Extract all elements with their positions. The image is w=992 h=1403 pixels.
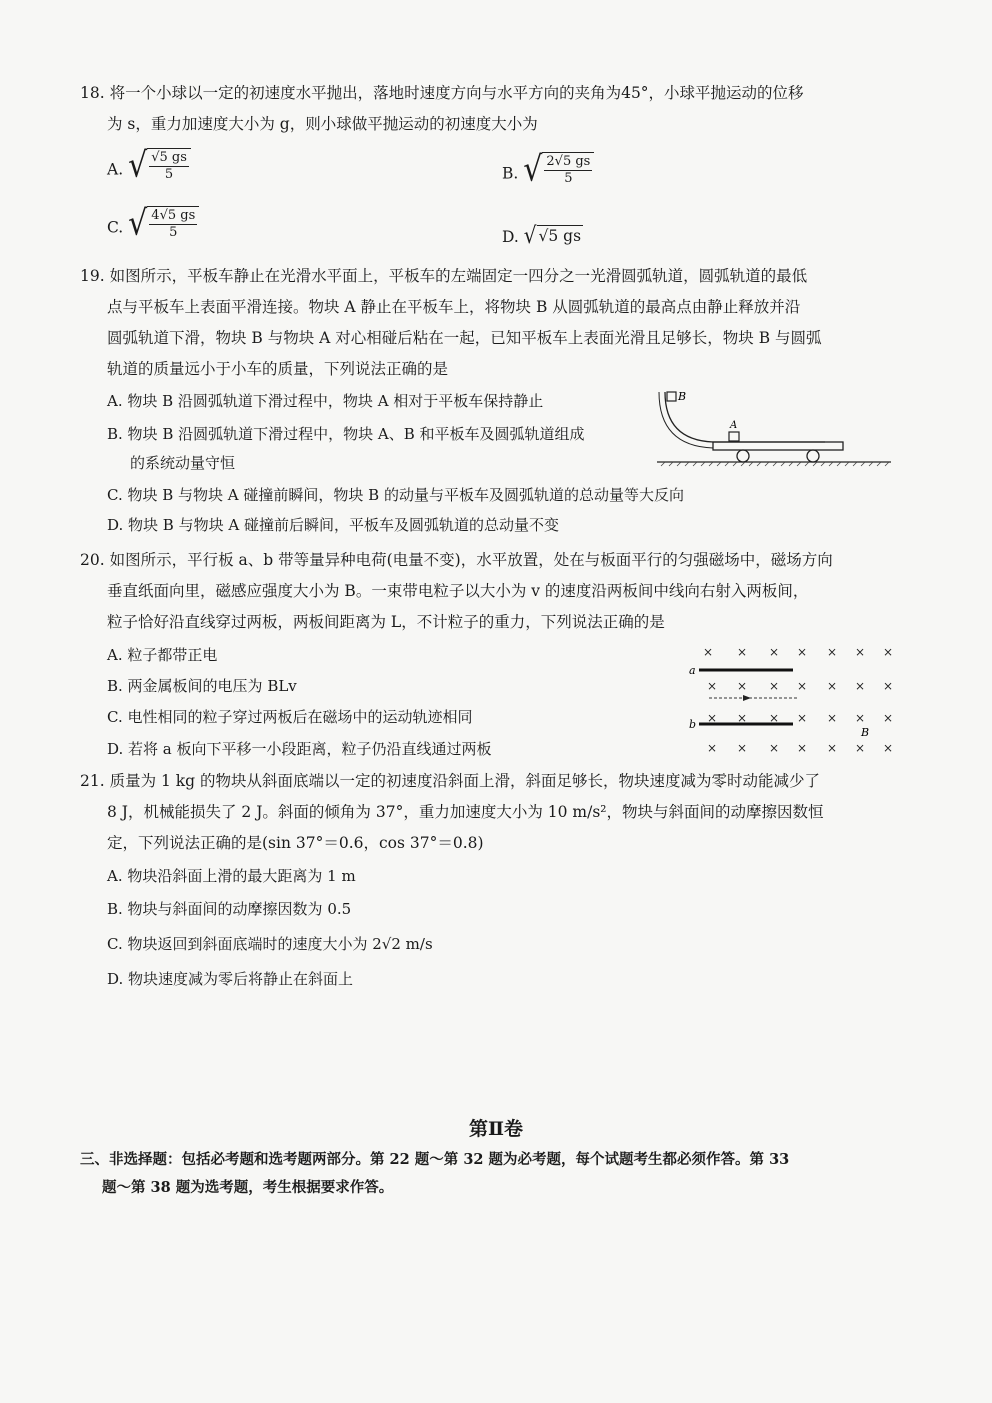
q18-b-numerator: 2√5 gs — [546, 154, 591, 169]
q19-option-b: B. 物块 B 沿圆弧轨道下滑过程中，物块 A、B 和平板车及圆弧轨道组成 — [107, 425, 585, 443]
q19-stem-line2: 点与平板车上表面平滑连接。物块 A 静止在平板车上，将物块 B 从圆弧轨道的最高点由静止释放并沿 — [107, 298, 801, 316]
q18-option-d: D. √ √5 gs — [502, 221, 582, 249]
q21-option-c: C. 物块返回到斜面底端时的速度大小为 2√2 m/s — [107, 935, 433, 953]
question-21 — [80, 766, 900, 859]
q18-option-c: C. √ $\frac{4√5 gs}{5}$ — [107, 206, 199, 241]
q21-option-d: D. 物块速度减为零后将静止在斜面上 — [107, 970, 354, 988]
question-18 — [80, 78, 900, 140]
svg-text:×: × — [737, 645, 748, 659]
svg-text:×: × — [855, 741, 866, 755]
svg-text:×: × — [855, 711, 866, 725]
svg-text:×: × — [797, 679, 808, 693]
svg-text:×: × — [797, 741, 808, 755]
svg-text:×: × — [737, 711, 748, 725]
q21-option-a: A. 物块沿斜面上滑的最大距离为 1 m — [107, 867, 356, 885]
q21-stem-line2: 8 J，机械能损失了 2 J。斜面的倾角为 37°，重力加速度大小为 10 m/s²，物块与斜面间的动摩擦因数恒 — [107, 803, 824, 821]
q20-option-c: C. 电性相同的粒子穿过两板后在磁场中的运动轨迹相同 — [107, 708, 473, 726]
q19-stem-line1: 19. 如图所示，平板车静止在光滑水平面上，平板车的左端固定一四分之一光滑圆弧轨道，圆弧轨道的最低 — [80, 267, 808, 285]
q20-option-b: B. 两金属板间的电压为 BLv — [107, 677, 297, 695]
q18-c-denominator: 5 — [169, 225, 178, 240]
svg-text:×: × — [883, 711, 894, 725]
svg-text:×: × — [827, 711, 838, 725]
question-19 — [80, 261, 900, 385]
block-b — [667, 392, 676, 401]
section-3-line1: 三、非选择题：包括必考题和选考题两部分。第 22 题～第 32 题为必考题，每个试题考生都必须作答。第 33 — [80, 1151, 790, 1168]
svg-text:×: × — [737, 679, 748, 693]
arc-track — [665, 392, 825, 442]
q20-stem-line3: 粒子恰好沿直线穿过两板，两板间距离为 L，不计粒子的重力，下列说法正确的是 — [107, 613, 665, 631]
label-a: A — [730, 420, 738, 431]
q21-stem-line1: 21. 质量为 1 kg 的物块从斜面底端以一定的初速度沿斜面上滑，斜面足够长，物块速度减为零时动能减少了 — [80, 772, 821, 790]
svg-text:×: × — [703, 645, 714, 659]
q21-stem-line3: 定，下列说法正确的是(sin 37°＝0.6，cos 37°＝0.8) — [107, 834, 484, 852]
q18-a-denominator: 5 — [164, 167, 174, 182]
svg-text:×: × — [827, 645, 838, 659]
q19-option-a: A. 物块 B 沿圆弧轨道下滑过程中，物块 A 相对于平板车保持静止 — [107, 392, 544, 410]
svg-text:×: × — [797, 645, 808, 659]
part-2-title: 第Ⅱ卷 — [468, 1118, 523, 1140]
q18-stem-line2: 为 s，重力加速度大小为 g，则小球做平抛运动的初速度大小为 — [107, 115, 538, 133]
q19-option-c: C. 物块 B 与物块 A 碰撞前瞬间，物块 B 的动量与平板车及圆弧轨道的总动量等大反向 — [107, 486, 684, 504]
q19-option-d: D. 物块 B 与物块 A 碰撞前后瞬间，平板车及圆弧轨道的总动量不变 — [107, 516, 559, 534]
q21-option-b: B. 物块与斜面间的动摩擦因数为 0.5 — [107, 900, 352, 918]
svg-text:×: × — [855, 679, 866, 693]
label-b: B — [678, 390, 687, 403]
q18-b-denominator: 5 — [564, 171, 573, 186]
section-3-instructions — [80, 1146, 900, 1202]
svg-text:×: × — [769, 645, 780, 659]
q20-option-a: A. 粒子都带正电 — [107, 646, 218, 664]
svg-text:×: × — [707, 741, 718, 755]
svg-text:×: × — [855, 645, 866, 659]
svg-text:×: × — [827, 741, 838, 755]
wheel-right — [807, 450, 819, 462]
svg-text:×: × — [707, 679, 718, 693]
q19-stem-line3: 圆弧轨道下滑，物块 B 与物块 A 对心相碰后粘在一起，已知平板车上表面光滑且足够长，物块 B 与圆弧 — [107, 329, 822, 347]
velocity-arrow — [743, 695, 751, 701]
q19-stem-line4: 轨道的质量远小于小车的质量，下列说法正确的是 — [107, 360, 449, 378]
svg-text:×: × — [883, 679, 894, 693]
svg-text:×: × — [769, 741, 780, 755]
plate-a-label: a — [689, 664, 696, 677]
q20-option-d: D. 若将 a 板向下平移一小段距离，粒子仍沿直线通过两板 — [107, 740, 492, 758]
q19-figure — [655, 388, 895, 472]
q20-stem-line2: 垂直纸面向里，磁感应强度大小为 B。一束带电粒子以大小为 v 的速度沿两板间中线向右射入两板间， — [107, 582, 809, 600]
q18-stem-line1: 18. 将一个小球以一定的初速度水平抛出，落地时速度方向与水平方向的夹角为45°，小球平抛运动的位移 — [80, 84, 804, 102]
q20-figure — [685, 640, 900, 760]
question-20 — [80, 545, 900, 638]
svg-text:×: × — [797, 711, 808, 725]
cart-plate — [713, 442, 843, 450]
svg-text:×: × — [707, 711, 718, 725]
svg-text:×: × — [827, 679, 838, 693]
q19-option-b-cont: 的系统动量守恒 — [130, 454, 236, 472]
q18-a-numerator: √5 gs — [151, 150, 187, 165]
svg-text:×: × — [883, 741, 894, 755]
wheel-left — [737, 450, 749, 462]
q18-option-b: B. √ $\frac{2√5 gs}{5}$ — [502, 152, 594, 187]
svg-text:×: × — [883, 645, 894, 659]
section-3-line2: 题～第 38 题为选考题，考生根据要求作答。 — [102, 1179, 394, 1196]
q18-d-expression: √5 gs — [538, 227, 582, 245]
block-a — [729, 432, 739, 441]
field-label: B — [861, 726, 870, 739]
plate-b-label: b — [689, 718, 697, 731]
q18-option-a: A. √ $\frac{√5 gs}{5}$ — [107, 148, 191, 183]
svg-text:×: × — [737, 741, 748, 755]
q18-c-numerator: 4√5 gs — [151, 208, 196, 223]
svg-text:×: × — [769, 711, 780, 725]
svg-text:×: × — [769, 679, 780, 693]
q20-stem-line1: 20. 如图所示，平行板 a、b 带等量异种电荷(电量不变)，水平放置，处在与板面平行的匀强磁场中，磁场方向 — [80, 551, 833, 569]
